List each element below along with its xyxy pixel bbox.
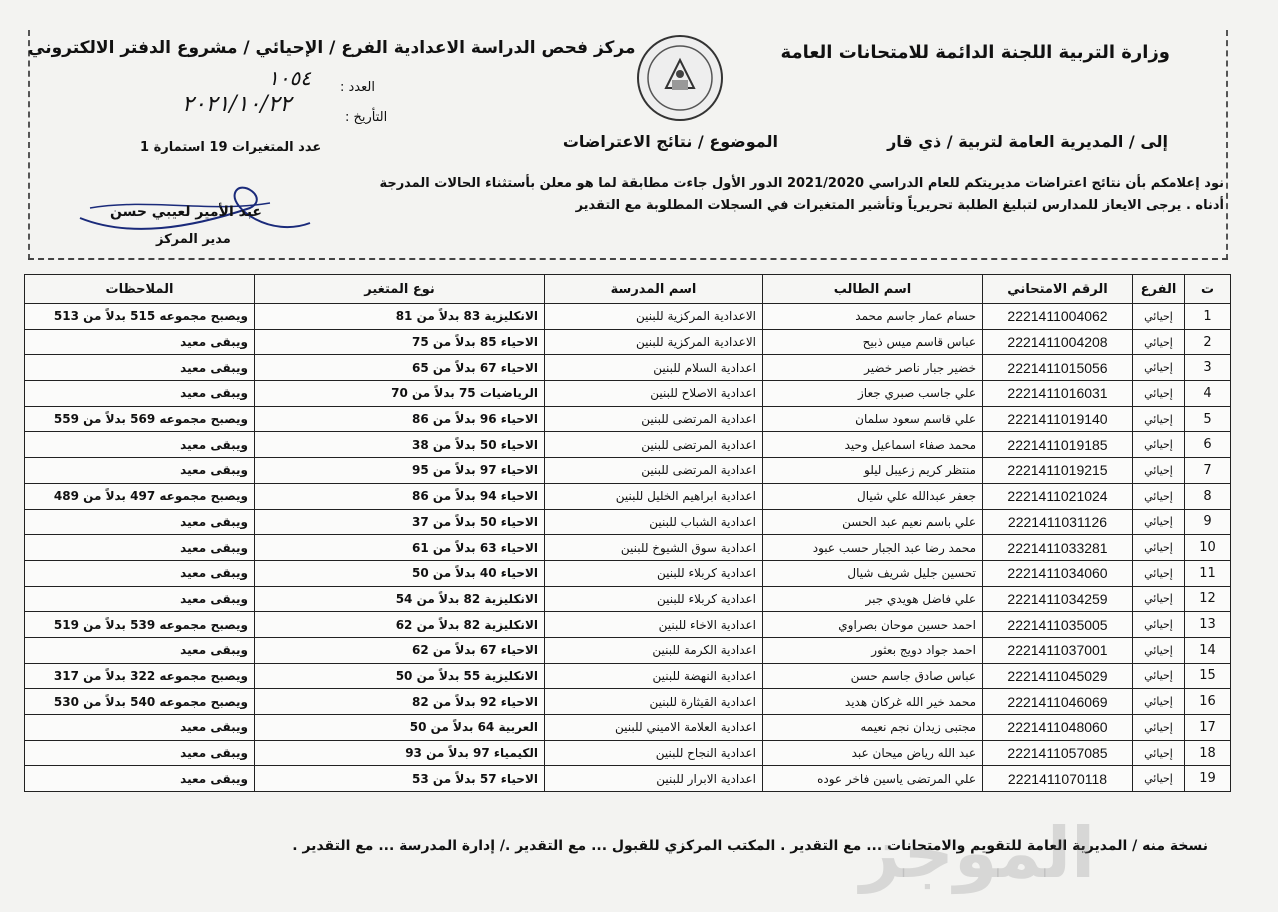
row-student-name: علي جاسب صبري جعاز	[763, 381, 983, 407]
row-change-type: الاحياء 67 بدلاً من 62	[255, 637, 545, 663]
row-student-name: عبد الله رياض ميحان عبد	[763, 740, 983, 766]
row-exam-number: 2221411046069	[983, 689, 1133, 715]
col-header-index: ت	[1185, 275, 1231, 304]
row-branch: إحيائي	[1133, 612, 1185, 638]
table-row	[25, 689, 1231, 715]
table-row	[25, 715, 1231, 741]
table-row	[25, 406, 1231, 432]
row-student-name: محمد خير الله غركان هديد	[763, 689, 983, 715]
row-school: الاعدادية المركزية للبنين	[545, 304, 763, 330]
row-exam-number: 2221411034259	[983, 586, 1133, 612]
table-row	[25, 381, 1231, 407]
row-notes: ويبقى معيد	[25, 432, 255, 458]
table-row	[25, 483, 1231, 509]
row-school: اعدادية كربلاء للبنين	[545, 560, 763, 586]
row-change-type: الكيمياء 97 بدلاً من 93	[255, 740, 545, 766]
col-header-student-name: اسم الطالب	[763, 275, 983, 304]
row-change-type: الانكليزية 83 بدلاً من 81	[255, 304, 545, 330]
row-school: اعدادية السلام للبنين	[545, 355, 763, 381]
left-dashed-border	[28, 30, 30, 260]
row-student-name: عباس قاسم ميس ذبيح	[763, 329, 983, 355]
row-branch: إحيائي	[1133, 560, 1185, 586]
row-index: 1	[1185, 304, 1231, 330]
row-notes: ويبقى معيد	[25, 509, 255, 535]
row-notes: ويبقى معيد	[25, 766, 255, 792]
row-exam-number: 2221411016031	[983, 381, 1133, 407]
row-exam-number: 2221411019185	[983, 432, 1133, 458]
number-label: العدد :	[340, 80, 375, 95]
row-change-type: الاحياء 97 بدلاً من 95	[255, 458, 545, 484]
date-value: ٢٠٢١/١٠/٢٢	[182, 92, 292, 117]
date-label: التأريخ :	[345, 110, 388, 125]
row-notes: ويصبح مجموعه 539 بدلاً من 519	[25, 612, 255, 638]
table-row	[25, 766, 1231, 792]
row-exam-number: 2221411033281	[983, 535, 1133, 561]
row-branch: إحيائي	[1133, 509, 1185, 535]
signer-title: مدير المركز	[156, 232, 231, 247]
row-branch: إحيائي	[1133, 355, 1185, 381]
subject: الموضوع / نتائج الاعتراضات	[562, 132, 778, 151]
row-exam-number: 2221411019215	[983, 458, 1133, 484]
row-index: 7	[1185, 458, 1231, 484]
col-header-notes: الملاحظات	[25, 275, 255, 304]
row-notes: ويبقى معيد	[25, 355, 255, 381]
row-student-name: منتظر كريم زعيبل ليلو	[763, 458, 983, 484]
table-row	[25, 663, 1231, 689]
body-line-1: نود إعلامكم بأن نتائج اعتراضات مديريتكم للعام الدراسي 2021/2020 الدور الأول جاءت مطابقة لما هو معلن بأستثناء الحالات المدرجة	[379, 176, 1224, 191]
ministry-heading: وزارة التربية اللجنة الدائمة للامتحانات العامة	[780, 42, 1170, 63]
col-header-change-type: نوع المتغير	[255, 275, 545, 304]
row-change-type: الاحياء 50 بدلاً من 37	[255, 509, 545, 535]
row-exam-number: 2221411015056	[983, 355, 1133, 381]
row-branch: إحيائي	[1133, 483, 1185, 509]
row-school: اعدادية المرتضى للبنين	[545, 458, 763, 484]
row-index: 5	[1185, 406, 1231, 432]
row-index: 19	[1185, 766, 1231, 792]
row-school: اعدادية النهضة للبنين	[545, 663, 763, 689]
row-school: اعدادية سوق الشيوخ للبنين	[545, 535, 763, 561]
row-notes: ويبقى معيد	[25, 560, 255, 586]
row-notes: ويبقى معيد	[25, 329, 255, 355]
row-student-name: محمد صفاء اسماعيل وحيد	[763, 432, 983, 458]
row-change-type: الاحياء 63 بدلاً من 61	[255, 535, 545, 561]
row-school: اعدادية الشباب للبنين	[545, 509, 763, 535]
col-header-school: اسم المدرسة	[545, 275, 763, 304]
row-school: اعدادية الكرمة للبنين	[545, 637, 763, 663]
table-row	[25, 586, 1231, 612]
table-row	[25, 637, 1231, 663]
row-change-type: الانكليزية 55 بدلاً من 50	[255, 663, 545, 689]
row-exam-number: 2221411037001	[983, 637, 1133, 663]
table-row	[25, 432, 1231, 458]
row-exam-number: 2221411035005	[983, 612, 1133, 638]
row-change-type: الاحياء 40 بدلاً من 50	[255, 560, 545, 586]
row-index: 8	[1185, 483, 1231, 509]
row-change-type: الاحياء 85 بدلاً من 75	[255, 329, 545, 355]
header-divider	[28, 258, 1228, 260]
row-branch: إحيائي	[1133, 715, 1185, 741]
row-branch: إحيائي	[1133, 458, 1185, 484]
row-school: اعدادية المرتضى للبنين	[545, 432, 763, 458]
row-student-name: علي فاضل هويدي جبر	[763, 586, 983, 612]
row-student-name: علي باسم نعيم عبد الحسن	[763, 509, 983, 535]
table-header-row	[25, 275, 1231, 304]
table-body	[25, 304, 1231, 792]
row-student-name: عباس صادق جاسم حسن	[763, 663, 983, 689]
signer-name: عبد الأمير لعيبي حسن	[110, 204, 262, 220]
addressee: إلى / المديرية العامة لتربية / ذي قار	[887, 132, 1168, 151]
watermark-text: الموجز	[860, 812, 1096, 894]
row-index: 17	[1185, 715, 1231, 741]
table-row	[25, 304, 1231, 330]
table-row	[25, 458, 1231, 484]
row-index: 10	[1185, 535, 1231, 561]
row-change-type: الانكليزية 82 بدلاً من 54	[255, 586, 545, 612]
row-notes: ويبقى معيد	[25, 535, 255, 561]
row-index: 11	[1185, 560, 1231, 586]
row-notes: ويصبح مجموعه 497 بدلاً من 489	[25, 483, 255, 509]
row-branch: إحيائي	[1133, 637, 1185, 663]
row-notes: ويصبح مجموعه 322 بدلاً من 317	[25, 663, 255, 689]
row-exam-number: 2221411019140	[983, 406, 1133, 432]
copy-distribution-footer: نسخة منه / المديرية العامة للتقويم والامتحانات ... مع التقدير . المكتب المركزي للقبول ... مع التقدير ./ إدارة المدرسة ... مع التقدير .	[292, 838, 1208, 854]
row-exam-number: 2221411034060	[983, 560, 1133, 586]
row-student-name: محمد رضا عبد الجبار حسب عبود	[763, 535, 983, 561]
row-school: اعدادية الاخاء للبنين	[545, 612, 763, 638]
row-index: 4	[1185, 381, 1231, 407]
row-branch: إحيائي	[1133, 689, 1185, 715]
row-index: 18	[1185, 740, 1231, 766]
row-exam-number: 2221411048060	[983, 715, 1133, 741]
ministry-seal-icon	[636, 34, 724, 122]
row-change-type: الرياضيات 75 بدلاً من 70	[255, 381, 545, 407]
row-branch: إحيائي	[1133, 586, 1185, 612]
row-notes: ويصبح مجموعه 569 بدلاً من 559	[25, 406, 255, 432]
row-student-name: تحسين جليل شريف شيال	[763, 560, 983, 586]
row-school: اعدادية النجاح للبنين	[545, 740, 763, 766]
row-index: 12	[1185, 586, 1231, 612]
row-student-name: علي قاسم سعود سلمان	[763, 406, 983, 432]
row-index: 14	[1185, 637, 1231, 663]
row-branch: إحيائي	[1133, 304, 1185, 330]
row-index: 3	[1185, 355, 1231, 381]
row-index: 13	[1185, 612, 1231, 638]
row-student-name: مجتبى زيدان نجم نعيمه	[763, 715, 983, 741]
row-school: اعدادية المرتضى للبنين	[545, 406, 763, 432]
row-notes: ويبقى معيد	[25, 740, 255, 766]
row-change-type: الاحياء 96 بدلاً من 86	[255, 406, 545, 432]
row-branch: إحيائي	[1133, 740, 1185, 766]
row-exam-number: 2221411070118	[983, 766, 1133, 792]
row-exam-number: 2221411004062	[983, 304, 1133, 330]
table-row	[25, 612, 1231, 638]
row-exam-number: 2221411045029	[983, 663, 1133, 689]
row-exam-number: 2221411057085	[983, 740, 1133, 766]
row-exam-number: 2221411004208	[983, 329, 1133, 355]
row-notes: ويبقى معيد	[25, 458, 255, 484]
row-school: اعدادية ابراهيم الخليل للبنين	[545, 483, 763, 509]
table-row	[25, 535, 1231, 561]
row-index: 15	[1185, 663, 1231, 689]
row-change-type: الاحياء 67 بدلاً من 65	[255, 355, 545, 381]
row-exam-number: 2221411031126	[983, 509, 1133, 535]
row-exam-number: 2221411021024	[983, 483, 1133, 509]
row-change-type: العربية 64 بدلاً من 50	[255, 715, 545, 741]
row-branch: إحيائي	[1133, 432, 1185, 458]
body-line-2: أدناه . يرجى الايعاز للمدارس لتبليغ الطلبة تحريرياً وتأشير المتغيرات في السجلات المطلوبة مع التقدير	[575, 198, 1224, 213]
number-value: ١٠٥٤	[268, 66, 311, 90]
right-dashed-border	[1226, 30, 1228, 260]
row-branch: إحيائي	[1133, 766, 1185, 792]
row-school: اعدادية الابرار للبنين	[545, 766, 763, 792]
row-student-name: حسام عمار جاسم محمد	[763, 304, 983, 330]
row-school: اعدادية العلامة الاميني للبنين	[545, 715, 763, 741]
row-change-type: الاحياء 57 بدلاً من 53	[255, 766, 545, 792]
row-notes: ويبقى معيد	[25, 637, 255, 663]
row-branch: إحيائي	[1133, 329, 1185, 355]
row-change-type: الاحياء 50 بدلاً من 38	[255, 432, 545, 458]
results-table	[24, 274, 1231, 792]
row-notes: ويبقى معيد	[25, 381, 255, 407]
row-student-name: جعفر عبدالله علي شيال	[763, 483, 983, 509]
watermark-logo	[860, 812, 1095, 894]
table-row	[25, 740, 1231, 766]
row-student-name: احمد جواد دويج بعثور	[763, 637, 983, 663]
row-notes: ويصبح مجموعه 515 بدلاً من 513	[25, 304, 255, 330]
row-index: 6	[1185, 432, 1231, 458]
row-school: اعدادية القيثارة للبنين	[545, 689, 763, 715]
row-notes: ويبقى معيد	[25, 586, 255, 612]
row-change-type: الاحياء 94 بدلاً من 86	[255, 483, 545, 509]
row-change-type: الاحياء 92 بدلاً من 82	[255, 689, 545, 715]
row-notes: ويبقى معيد	[25, 715, 255, 741]
row-branch: إحيائي	[1133, 663, 1185, 689]
row-student-name: احمد حسين موحان بصراوي	[763, 612, 983, 638]
row-student-name: خضير جبار ناصر خضير	[763, 355, 983, 381]
row-student-name: علي المرتضى ياسين فاخر عوده	[763, 766, 983, 792]
table-row	[25, 355, 1231, 381]
row-branch: إحيائي	[1133, 381, 1185, 407]
row-index: 16	[1185, 689, 1231, 715]
col-header-branch: الفرع	[1133, 275, 1185, 304]
variants-count: عدد المتغيرات 19 استمارة 1	[140, 140, 322, 155]
row-change-type: الانكليزية 82 بدلاً من 62	[255, 612, 545, 638]
row-index: 2	[1185, 329, 1231, 355]
row-branch: إحيائي	[1133, 535, 1185, 561]
row-school: اعدادية الاصلاح للبنين	[545, 381, 763, 407]
table-row	[25, 329, 1231, 355]
row-school: الاعدادية المركزية للبنين	[545, 329, 763, 355]
table-row	[25, 509, 1231, 535]
col-header-exam-number: الرقم الامتحاني	[983, 275, 1133, 304]
table-row	[25, 560, 1231, 586]
row-notes: ويصبح مجموعه 540 بدلاً من 530	[25, 689, 255, 715]
row-index: 9	[1185, 509, 1231, 535]
center-heading: مركز فحص الدراسة الاعدادية الفرع / الإحيائي / مشروع الدفتر الالكتروني	[28, 38, 636, 58]
row-school: اعدادية كربلاء للبنين	[545, 586, 763, 612]
row-branch: إحيائي	[1133, 406, 1185, 432]
